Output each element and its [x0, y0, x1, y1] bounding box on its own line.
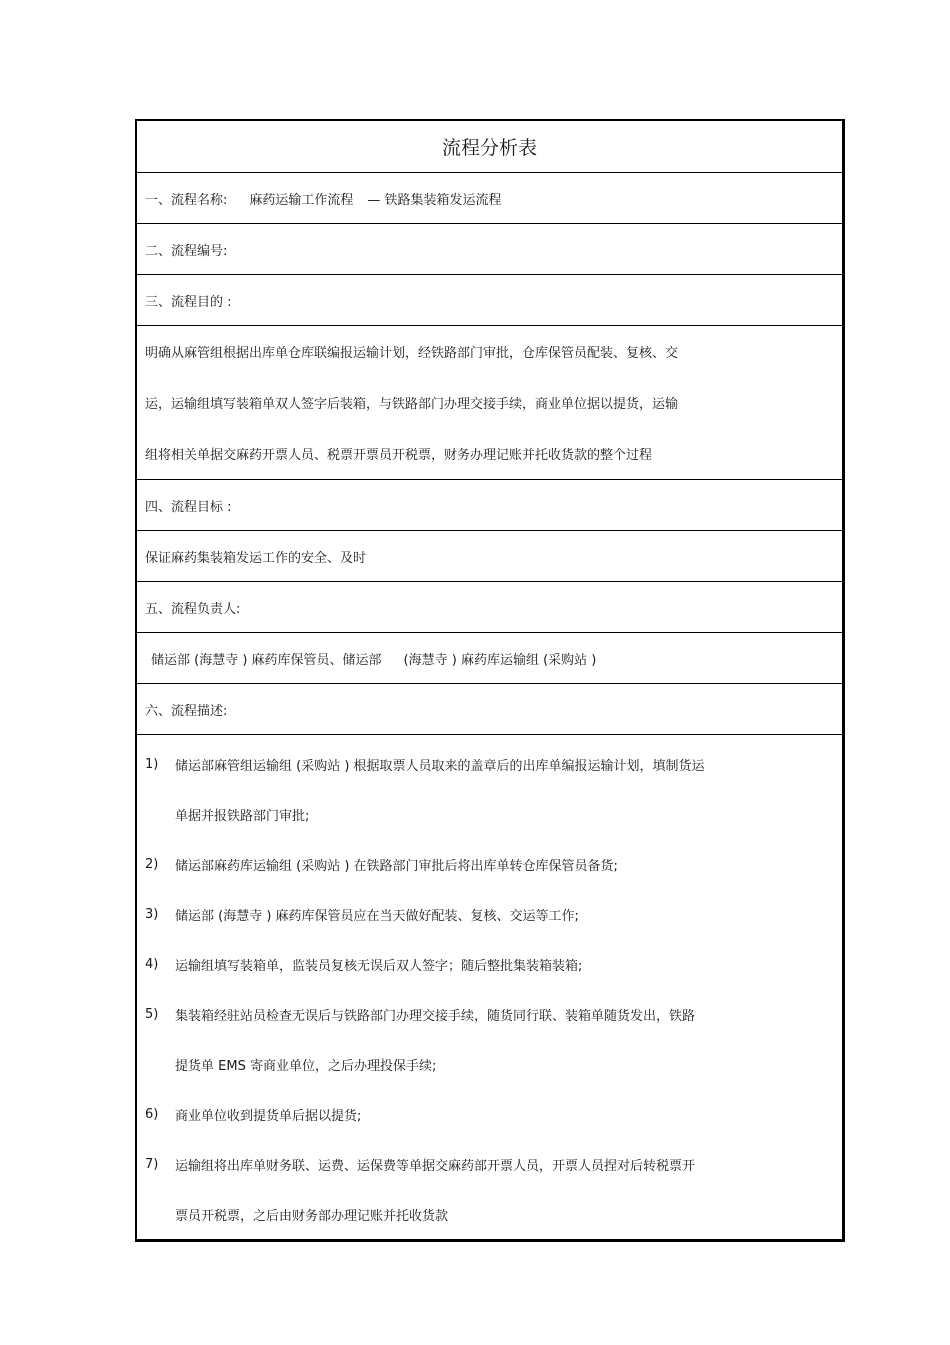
step-number: 2) [145, 856, 159, 872]
table-title: 流程分析表 [441, 137, 537, 159]
step-text: 储运部麻管组运输组 (采购站 ) 根据取票人员取来的盖章后的出库单编报运输计划，填制货运 [175, 758, 705, 774]
list-item [145, 739, 834, 839]
process-desc-steps [137, 734, 842, 1239]
step-number: 4) [145, 956, 159, 972]
process-goal-text-row [137, 530, 842, 581]
purpose-line: 明确从麻管组根据出库单仓库联编报运输计划，经铁路部门审批，仓库保管员配装、复核、交 [145, 346, 679, 361]
process-owner-part-a: 储运部 (海慧寺 ) 麻药库保管员、储运部 [151, 652, 382, 668]
process-goal-label-row [137, 479, 842, 530]
list-item [145, 989, 834, 1089]
process-purpose-text [137, 325, 842, 479]
step-number: 7) [145, 1156, 159, 1172]
process-purpose-label: 三、流程目的 : [145, 294, 232, 310]
process-name-subvalue: — 铁路集装箱发运流程 [367, 192, 502, 208]
process-analysis-table [135, 119, 845, 1242]
step-text-continued: 提货单 EMS 寄商业单位，之后办理投保手续; [175, 1058, 437, 1074]
process-purpose-label-row [137, 274, 842, 325]
step-text-continued: 单据并报铁路部门审批; [175, 808, 310, 824]
process-owner-label: 五、流程负责人: [145, 601, 241, 617]
purpose-line: 组将相关单据交麻药开票人员、税票开票员开税票，财务办理记账并托收货款的整个过程 [145, 448, 653, 463]
process-owner-label-row [137, 581, 842, 632]
list-item [145, 839, 834, 889]
step-text: 运输组将出库单财务联、运费、运保费等单据交麻药部开票人员，开票人员捏对后转税票开 [175, 1158, 696, 1174]
step-number: 3) [145, 906, 159, 922]
process-owner-text-row [137, 632, 842, 683]
step-number: 6) [145, 1106, 159, 1122]
step-text: 运输组填写装箱单，监装员复核无误后双人签字；随后整批集装箱装箱; [175, 958, 583, 974]
step-text: 储运部 (海慧寺 ) 麻药库保管员应在当天做好配装、复核、交运等工作; [175, 908, 579, 924]
process-code-row [137, 223, 842, 274]
process-goal-label: 四、流程目标 : [145, 499, 232, 515]
process-name-value: 麻药运输工作流程 [249, 192, 354, 208]
step-text: 储运部麻药库运输组 (采购站 ) 在铁路部门审批后将出库单转仓库保管员备货; [175, 858, 618, 874]
process-code-label: 二、流程编号: [145, 243, 228, 259]
process-goal-text: 保证麻药集装箱发运工作的安全、及时 [145, 550, 367, 566]
step-text: 集装箱经驻站员检查无误后与铁路部门办理交接手续，随货同行联、装箱单随货发出，铁路 [175, 1008, 696, 1024]
step-text-continued: 票员开税票，之后由财务部办理记账并托收货款 [175, 1208, 449, 1224]
list-item [145, 1139, 834, 1239]
step-number: 5) [145, 1006, 159, 1022]
process-name-label: 一、流程名称: [145, 192, 228, 208]
list-item [145, 889, 834, 939]
list-item [145, 1089, 834, 1139]
process-name-row [137, 172, 842, 223]
process-desc-label: 六、流程描述: [145, 703, 228, 719]
process-desc-label-row [137, 683, 842, 734]
step-text: 商业单位收到提货单后据以提货; [175, 1108, 362, 1124]
process-owner-part-b: (海慧寺 ) 麻药库运输组 (采购站 ) [403, 652, 597, 668]
purpose-line: 运，运输组填写装箱单双人签字后装箱，与铁路部门办理交接手续，商业单位据以提货，运输 [145, 397, 679, 412]
list-item [145, 939, 834, 989]
step-number: 1) [145, 756, 159, 772]
